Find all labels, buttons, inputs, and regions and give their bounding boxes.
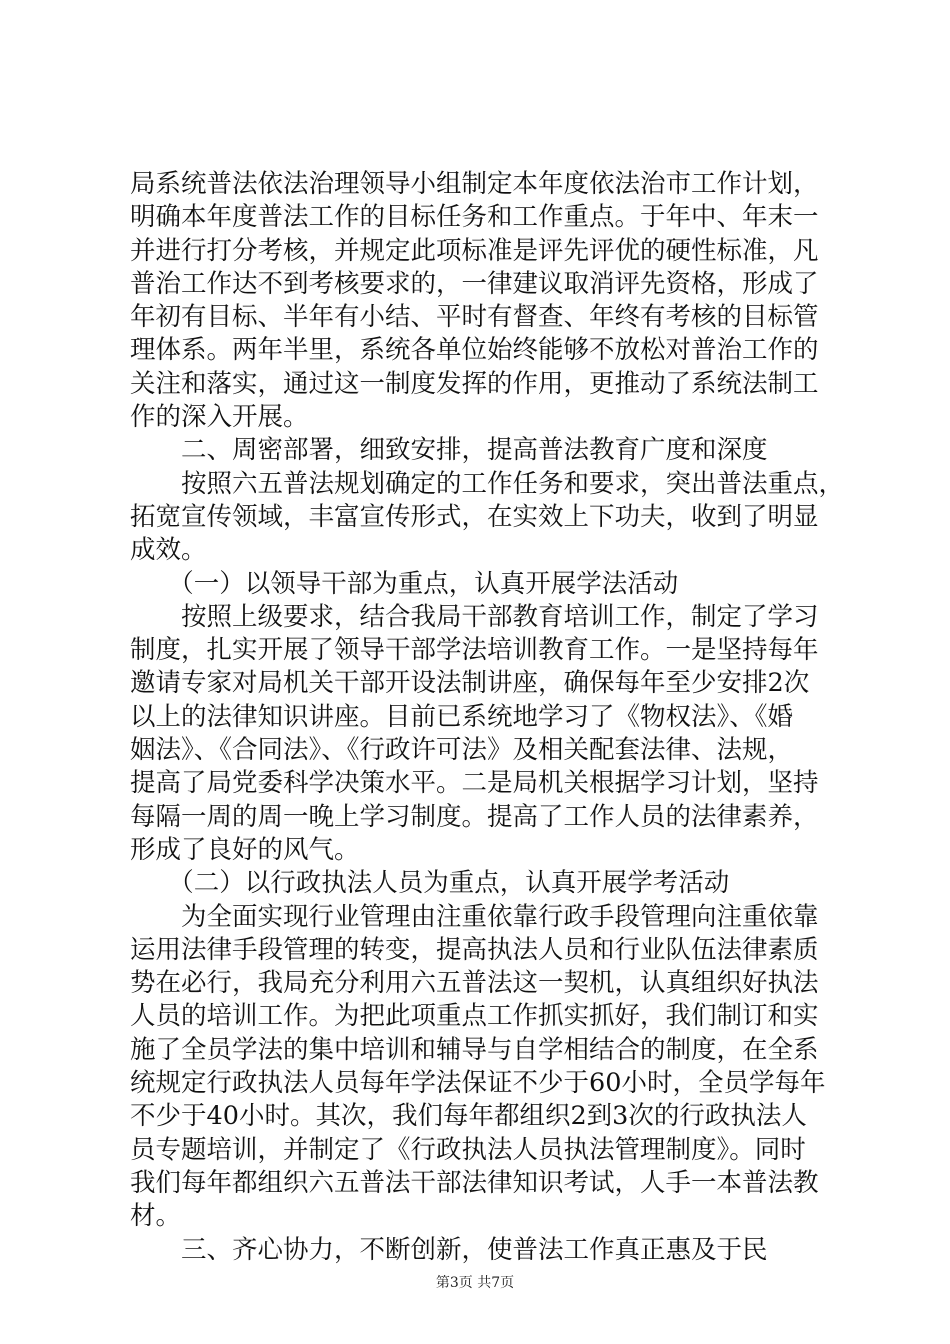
- text-line: 统规定行政执法人员每年学法保证不少于60小时，全员学每年: [130, 1068, 826, 1099]
- text-line: 二、周密部署，细致安排，提高普法教育广度和深度: [130, 435, 768, 466]
- text-line: （一）以领导干部为重点，认真开展学法活动: [130, 568, 679, 599]
- text-line: 成效。: [130, 535, 207, 566]
- text-line: 年初有目标、半年有小结、平时有督查、年终有考核的目标管: [130, 302, 819, 333]
- text-line: 运用法律手段管理的转变，提高执法人员和行业队伍法律素质: [130, 934, 819, 965]
- text-line: 按照上级要求，结合我局干部教育培训工作，制定了学习: [130, 601, 819, 632]
- text-line: 邀请专家对局机关干部开设法制讲座，确保每年至少安排2次: [130, 668, 810, 699]
- text-line: 局系统普法依法治理领导小组制定本年度依法治市工作计划，: [130, 169, 819, 199]
- text-line: 普治工作达不到考核要求的，一律建议取消评先资格，形成了: [130, 268, 819, 299]
- text-line: （二）以行政执法人员为重点，认真开展学考活动: [130, 868, 730, 899]
- text-line: 为全面实现行业管理由注重依靠行政手段管理向注重依靠: [130, 901, 819, 932]
- text-line: 以上的法律知识讲座。目前已系统地学习了《物权法》、《婚: [130, 701, 794, 732]
- text-line: 形成了良好的风气。: [130, 834, 360, 865]
- text-line: 提高了局党委科学决策水平。二是局机关根据学习计划，坚持: [130, 768, 819, 799]
- text-line: 施了全员学法的集中培训和辅导与自学相结合的制度，在全系: [130, 1034, 819, 1065]
- text-line: 并进行打分考核，并规定此项标准是评先评优的硬性标准，凡: [130, 235, 819, 266]
- text-line: 员专题培训，并制定了《行政执法人员执法管理制度》。同时: [130, 1134, 806, 1165]
- text-line: 三、齐心协力，不断创新，使普法工作真正惠及于民: [130, 1234, 768, 1265]
- text-line: 我们每年都组织六五普法干部法律知识考试，人手一本普法教: [130, 1167, 819, 1198]
- text-line: 拓宽宣传领域，丰富宣传形式，在实效上下功夫，收到了明显: [130, 501, 819, 532]
- text-line: 制度，扎实开展了领导干部学法培训教育工作。一是坚持每年: [130, 635, 819, 666]
- text-line: 明确本年度普法工作的目标任务和工作重点。于年中、年末一: [130, 202, 819, 233]
- text-line: 材。: [130, 1201, 182, 1232]
- text-line: 姻法》、《合同法》、《行政许可法》及相关配套法律、法规，: [130, 735, 794, 766]
- text-line: 人员的培训工作。为把此项重点工作抓实抓好，我们制订和实: [130, 1001, 819, 1032]
- text-line: 不少于40小时。其次，我们每年都组织2到3次的行政执法人: [130, 1101, 807, 1132]
- text-line: 作的深入开展。: [130, 402, 309, 433]
- text-line: 按照六五普法规划确定的工作任务和要求，突出普法重点，: [130, 468, 845, 499]
- text-line: 势在必行，我局充分利用六五普法这一契机，认真组织好执法: [130, 968, 819, 999]
- text-line: 理体系。两年半里，系统各单位始终能够不放松对普治工作的: [130, 335, 819, 366]
- text-line: 每隔一周的周一晚上学习制度。提高了工作人员的法律素养，: [130, 801, 819, 832]
- document-body: [130, 168, 850, 1267]
- text-line: 关注和落实，通过这一制度发挥的作用，更推动了系统法制工: [130, 368, 819, 399]
- page-footer: 第3页 共7页: [435, 1275, 515, 1291]
